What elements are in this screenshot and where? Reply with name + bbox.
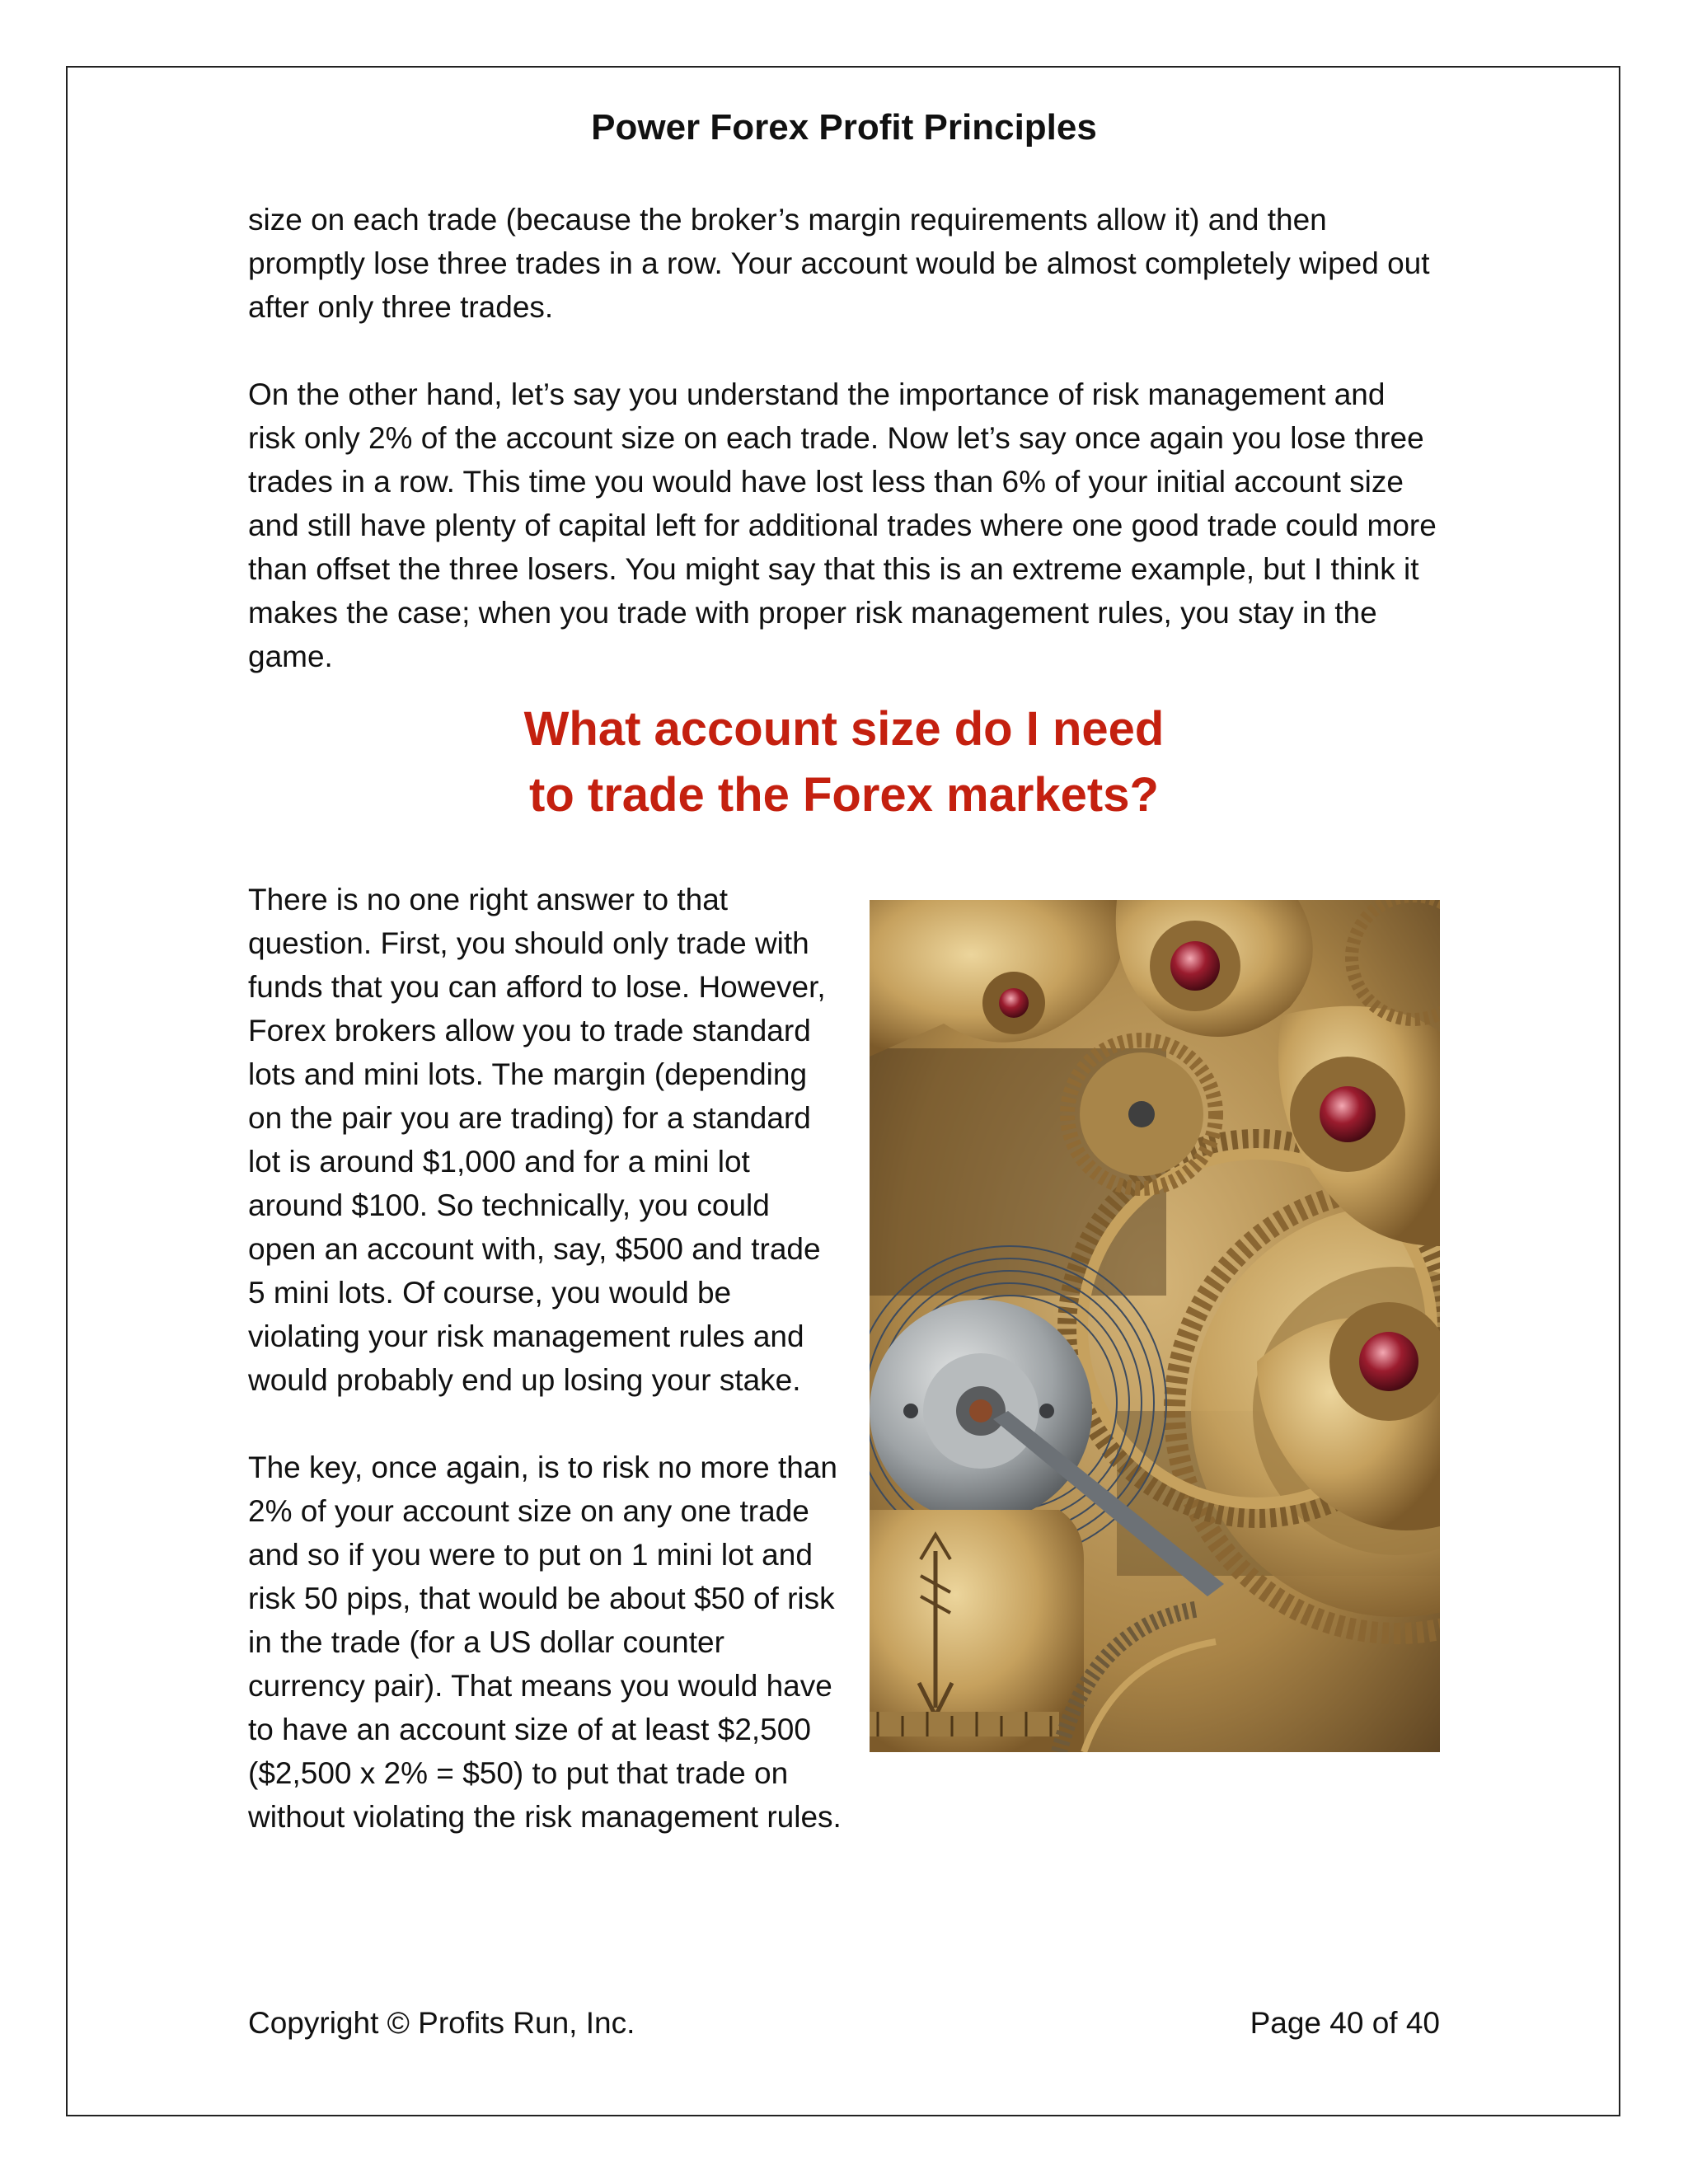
footer-copyright: Copyright © Profits Run, Inc. (248, 2006, 635, 2040)
clockwork-gears-image (870, 900, 1440, 1752)
footer-page-number: Page 40 of 40 (1250, 2006, 1440, 2040)
section-heading-line-2: to trade the Forex markets? (529, 768, 1159, 822)
clockwork-gears-icon (870, 900, 1440, 1752)
body-paragraph-3: There is no one right answer to that question. First, you should only trade with funds that you can afford to lose. However, Forex brokers allow you to trade standard lots and mini lots. The margin (depending on the pair you are trading) for a standard lot is around $1,000 and for a mini lot around $100. So technically, you could open an account with, say, $500 and trade 5 mini lots. Of course, you would be violating your risk management rules and would probably end up losing your stake. (248, 883, 826, 1397)
page-content (248, 198, 1440, 1839)
body-paragraph-1: size on each trade (because the broker’s margin requirements allow it) and then promptly lose three trades in a row. Your account would be almost completely wiped out after only three trades. (248, 203, 1430, 324)
section-heading (248, 696, 1440, 828)
section-heading-line-1: What account size do I need (523, 702, 1165, 756)
body-paragraph-4: The key, once again, is to risk no more than 2% of your account size on any one trade and so if you were to put on 1 mini lot and risk 50 pips, that would be about $50 of risk in the trade (for a US dollar counter currency pair). That means you would have to have an account size of at least $2,500 ($2,500 x 2% = $50) to put that trade on without violating the risk management rules. (248, 1451, 842, 1834)
paragraph-spacer (248, 329, 1440, 373)
document-header-title: Power Forex Profit Principles (591, 107, 1097, 148)
body-paragraph-2: On the other hand, let’s say you understand the importance of risk management and risk only 2% of the account size on each trade. Now let’s say once again you lose three trades in a row. This time you would have lost less than 6% of your initial account size and still have plenty of capital left for additional trades where one good trade could more than offset the three losers. You might say that this is an extreme example, but I think it makes the case; when you trade with proper risk management rules, you stay in the game. (248, 377, 1437, 673)
